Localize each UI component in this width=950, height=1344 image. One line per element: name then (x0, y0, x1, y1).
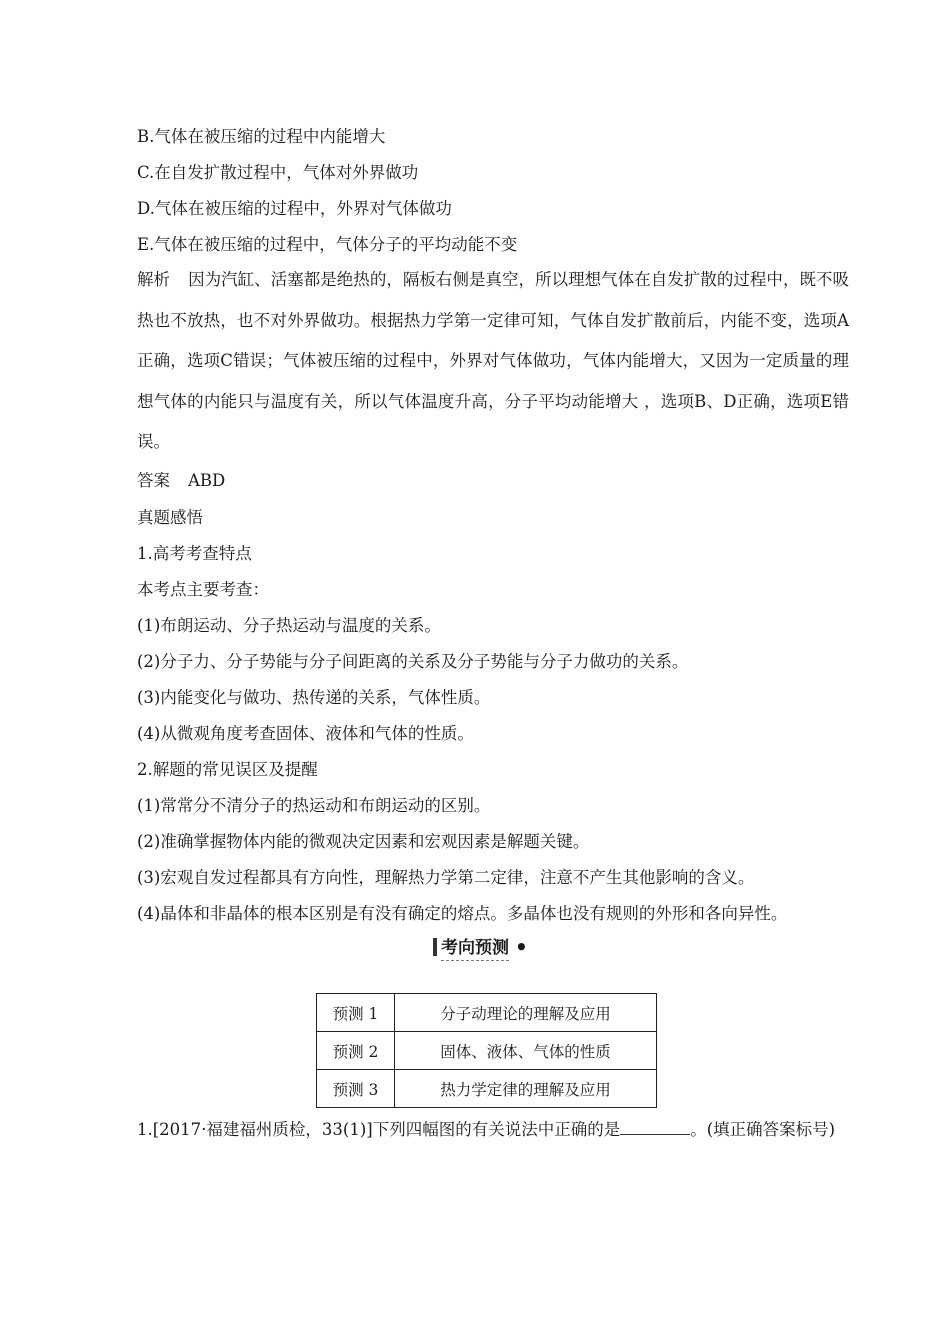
answer-value: ABD (188, 471, 226, 490)
exam-feature-item: (4)从微观角度考查固体、液体和气体的性质。 (137, 724, 474, 743)
pitfall-item: (3)宏观自发过程都具有方向性，理解热力学第二定律，注意不产生其他影响的含义。 (137, 868, 755, 887)
pitfall-item: (1)常常分不清分子的热运动和布朗运动的区别。 (137, 796, 491, 815)
table-row (317, 1032, 657, 1070)
answer-blank (620, 1118, 690, 1135)
prediction-table (316, 993, 657, 1108)
answer-line (137, 470, 857, 492)
answer-label: 答案 (137, 471, 170, 490)
prediction-topic: 分子动理论的理解及应用 (395, 994, 657, 1032)
question-1-prefix: 1.[2017·福建福州质检，33(1)]下列四幅图的有关说法中正确的是 (137, 1120, 621, 1139)
exam-feature-item: (1)布朗运动、分子热运动与温度的关系。 (137, 616, 441, 635)
prediction-name: 预测 3 (317, 1070, 395, 1108)
exam-features-heading: 1.高考考查特点 (137, 544, 252, 563)
title-bar-icon (433, 938, 437, 956)
pitfall-item: (2)准确掌握物体内能的微观决定因素和宏观因素是解题关键。 (137, 832, 590, 851)
exam-feature-item: (2)分子力、分子势能与分子间距离的关系及分子势能与分子力做功的关系。 (137, 652, 689, 671)
prediction-name: 预测 2 (317, 1032, 395, 1070)
prediction-topic: 热力学定律的理解及应用 (395, 1070, 657, 1108)
option-e: E.气体在被压缩的过程中，气体分子的平均动能不变 (137, 235, 518, 254)
section-title-text: 考向预测 (441, 933, 509, 961)
exam-feature-item: (3)内能变化与做功、热传递的关系，气体性质。 (137, 688, 491, 707)
analysis-label: 解析 (137, 270, 171, 289)
option-c: C.在自发扩散过程中，气体对外界做功 (137, 163, 419, 182)
table-row (317, 1070, 657, 1108)
question-1 (137, 1110, 849, 1150)
analysis-paragraph (137, 260, 849, 463)
option-d: D.气体在被压缩的过程中，外界对气体做功 (137, 199, 452, 218)
insight-heading: 真题感悟 (137, 508, 203, 527)
section-title (433, 932, 528, 962)
prediction-topic: 固体、液体、气体的性质 (395, 1032, 657, 1070)
analysis-text: 因为汽缸、活塞都是绝热的，隔板右侧是真空，所以理想气体在自发扩散的过程中，既不吸热也不放热，也不对外界做功。根据热力学第一定律可知，气体自发扩散前后，内能不变，选项A正确，选项C错误；气体被压缩的过程中，外界对气体做功，气体内能增大，又因为一定质量的理想气体的内能只与温度有关，所以气体温度升高，分子平均动能增大 ，选项B、D正确，选项E错误。 (137, 270, 850, 451)
option-b: B.气体在被压缩的过程中内能增大 (137, 127, 386, 146)
question-1-suffix: 。(填正确答案标号) (690, 1120, 836, 1139)
pitfall-item: (4)晶体和非晶体的根本区别是有没有确定的熔点。多晶体也没有规则的外形和各向异性。 (137, 904, 788, 923)
title-dot-icon: • (515, 935, 528, 959)
prediction-name: 预测 1 (317, 994, 395, 1032)
pitfalls-heading: 2.解题的常见误区及提醒 (137, 760, 318, 779)
table-row (317, 994, 657, 1032)
exam-features-intro: 本考点主要考查： (137, 580, 269, 599)
